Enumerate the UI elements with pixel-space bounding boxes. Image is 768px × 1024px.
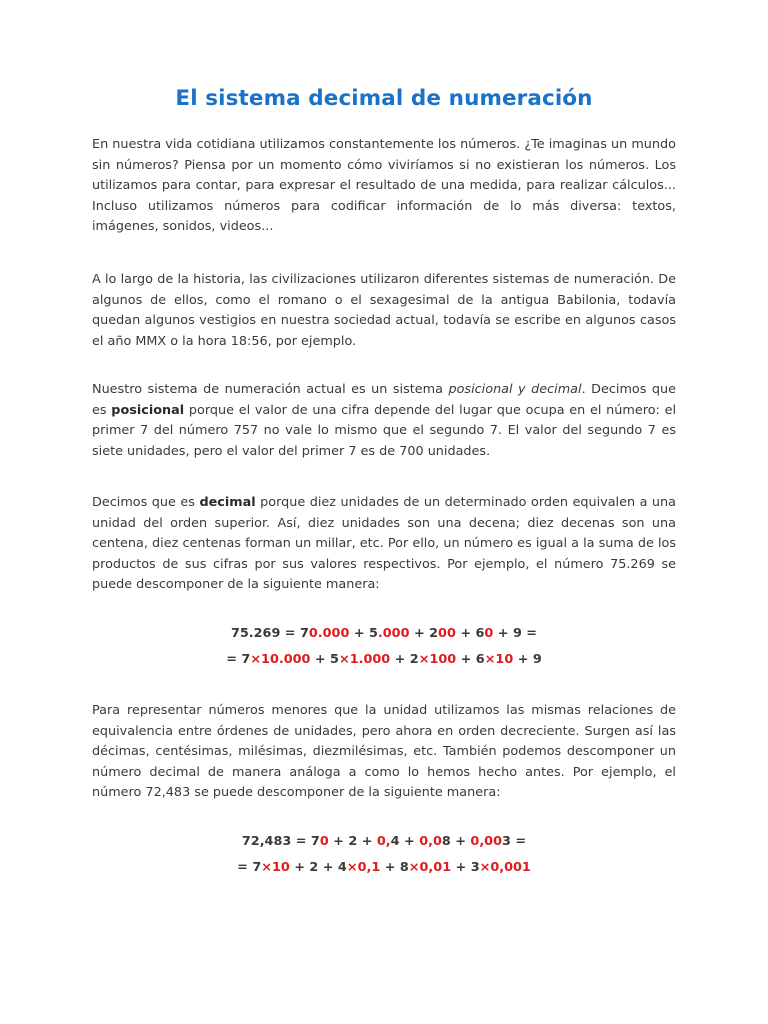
- equation-highlight: ×0,001: [479, 860, 531, 875]
- equation-text: + 2 + 4: [289, 860, 347, 875]
- equation-text: = 7: [226, 652, 251, 667]
- equation-text: 75.269 = 7: [230, 626, 309, 641]
- paragraph-fractions: Para representar números menores que la unidad utilizamos las mismas relaciones de equivalencia entre órdenes de unidades, pero ahora en orden decreciente. Surgen así las décimas, centésimas, milésimas, diezmilésimas, etc. También podemos descomponer un número decimal de manera análoga a como lo hemos hecho antes. Por ejemplo, el número 72,483 se puede descomponer de la siguiente manera:: [92, 703, 676, 801]
- equation-highlight: ×10.000: [250, 652, 311, 667]
- equation-line-1: [0, 626, 768, 641]
- equation-highlight: ×0,01: [408, 860, 452, 875]
- paragraph-text: porque diez unidades de un determinado orden equivalen a una unidad del orden superior. Así, diez unidades son una decena; diez decenas son una centena, diez centenas forman un millar, etc. Por ello, un número es igual a la suma de los productos de sus cifras por sus valores respectivos. Por ejemplo, el número 75.269 se puede descomponer de la siguiente manera:: [92, 495, 676, 593]
- equation-text: + 5: [310, 652, 339, 667]
- equation-text: + 9 =: [493, 626, 538, 641]
- paragraph-history: A lo largo de la historia, las civilizaciones utilizaron diferentes sistemas de numeración. De algunos de ellos, como el romano o el sexagesimal de la antigua Babilonia, todavía quedan algunos vestigios en nuestra sociedad actual, todavía se escribe en algunos casos el año MMX o la hora 18:56, por ejemplo.: [92, 272, 676, 349]
- equation-highlight: 0: [319, 834, 329, 849]
- paragraph-decimal: [92, 493, 676, 596]
- equation-highlight: ×10: [261, 860, 290, 875]
- paragraph-text: . Decimos que es: [92, 382, 677, 418]
- equation-highlight: 0: [484, 626, 494, 641]
- equation-highlight: 0,0: [419, 834, 442, 849]
- equation-text: 4 +: [390, 834, 420, 849]
- equation-text: 3 =: [502, 834, 527, 849]
- emphasis-text: posicional y decimal: [448, 382, 582, 397]
- equation-line-2: [0, 652, 768, 667]
- equation-highlight: 0.000: [308, 626, 350, 641]
- equation-line-3: [0, 834, 768, 849]
- equation-highlight: ×0,1: [346, 860, 381, 875]
- paragraph-text: Nuestro sistema de numeración actual es un sistema: [92, 382, 449, 397]
- equation-highlight: .000: [377, 626, 410, 641]
- equation-highlight: ×1.000: [338, 652, 391, 667]
- equation-text: 72,483 = 7: [241, 834, 320, 849]
- equation-text: = 7: [237, 860, 262, 875]
- equation-text: + 9: [513, 652, 542, 667]
- equation-text: + 2: [409, 626, 439, 641]
- equation-text: + 6: [456, 652, 485, 667]
- equation-highlight: 0,00: [470, 834, 502, 849]
- page-title: El sistema decimal de numeración: [175, 86, 593, 111]
- equation-text: + 8: [380, 860, 409, 875]
- paragraph-text: Decimos que es: [92, 495, 200, 510]
- equation-highlight: ×10: [484, 652, 514, 667]
- equation-text: + 3: [451, 860, 480, 875]
- paragraph-positional: [92, 380, 676, 462]
- bold-term: decimal: [199, 495, 256, 510]
- equation-line-4: [0, 860, 768, 875]
- equation-text: + 6: [455, 626, 485, 641]
- paragraph-text: porque el valor de una cifra depende del lugar que ocupa en el número: el primer 7 del número 757 no vale lo mismo que el segundo 7. El valor del segundo 7 es siete unidades, pero el valor del primer 7 es de 700 unidades.: [92, 402, 676, 459]
- bold-term: posicional: [111, 402, 185, 418]
- paragraph-intro: En nuestra vida cotidiana utilizamos constantemente los números. ¿Te imaginas un mundo sin números? Piensa por un momento cómo viviríamos si no existieran los números. Los utilizamos para contar, para expresar el resultado de una medida, para realizar cálculos... Incluso utilizamos números para codificar información de lo más diversa: textos, imágenes, sonidos, videos...: [92, 137, 676, 235]
- equation-text: + 2 +: [328, 834, 377, 849]
- equation-text: + 2: [390, 652, 419, 667]
- equation-highlight: ×100: [418, 652, 457, 667]
- equation-highlight: 00: [438, 626, 456, 641]
- equation-text: + 5: [349, 626, 378, 641]
- equation-text: 8 +: [441, 834, 471, 849]
- equation-highlight: 0,: [376, 834, 391, 849]
